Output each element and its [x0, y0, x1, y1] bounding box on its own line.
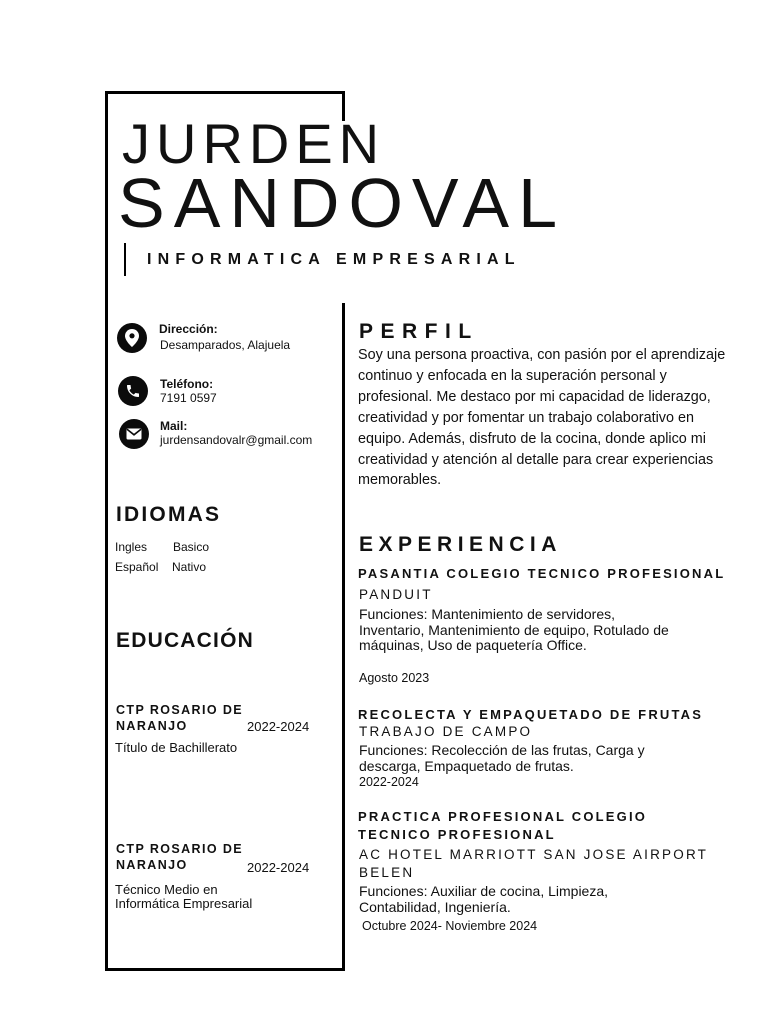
phone-icon — [118, 376, 148, 406]
phone-value: 7191 0597 — [160, 391, 217, 405]
frame-bottom-line — [105, 968, 345, 971]
education-degree: Técnico Medio en Informática Empresarial — [115, 882, 253, 911]
languages-heading: IDIOMAS — [116, 503, 222, 526]
job-date: 2022-2024 — [359, 775, 419, 789]
language-name: Español — [115, 560, 159, 574]
job-description: Funciones: Mantenimiento de servidores, Inventario, Mantenimiento de equipo, Rotulado de máquinas, Uso de paquetería Office. — [359, 606, 669, 653]
mail-label: Mail: — [160, 419, 188, 433]
address-label: Dirección: — [159, 322, 218, 336]
job-title-subtitle: INFORMATICA EMPRESARIAL — [147, 251, 521, 268]
experience-heading: EXPERIENCIA — [359, 533, 562, 556]
job-date: Agosto 2023 — [359, 671, 430, 685]
mail-value: jurdensandovalr@gmail.com — [160, 433, 313, 447]
job-company: TRABAJO DE CAMPO — [359, 724, 533, 739]
address-value: Desamparados, Alajuela — [160, 338, 291, 352]
language-level: Basico — [173, 540, 210, 554]
education-years: 2022-2024 — [247, 860, 310, 875]
last-name: SANDOVAL — [118, 164, 567, 242]
job-title: PRACTICA PROFESIONAL COLEGIO TECNICO PROFESIONAL — [358, 809, 648, 842]
job-company: AC HOTEL MARRIOTT SAN JOSE AIRPORT BELEN — [359, 847, 708, 880]
mail-icon — [119, 419, 149, 449]
first-name: JURDEN — [122, 112, 386, 175]
location-pin-icon — [117, 323, 147, 353]
job-company: PANDUIT — [359, 587, 433, 602]
education-degree: Título de Bachillerato — [115, 740, 238, 755]
job-date: Octubre 2024- Noviembre 2024 — [362, 919, 538, 933]
frame-left-line — [105, 91, 108, 971]
phone-label: Teléfono: — [160, 377, 214, 391]
education-school: CTP ROSARIO DE NARANJO — [116, 703, 244, 733]
education-heading: EDUCACIÓN — [116, 629, 254, 652]
job-title: RECOLECTA Y EMPAQUETADO DE FRUTAS — [358, 707, 704, 722]
language-level: Nativo — [172, 560, 207, 574]
profile-heading: PERFIL — [359, 320, 479, 343]
education-school: CTP ROSARIO DE NARANJO — [116, 842, 244, 872]
column-divider-line — [342, 303, 345, 971]
job-description: Funciones: Auxiliar de cocina, Limpieza, Contabilidad, Ingeniería. — [359, 883, 609, 915]
job-title: PASANTIA COLEGIO TECNICO PROFESIONAL — [358, 566, 726, 581]
frame-top-line — [105, 91, 345, 94]
job-description: Funciones: Recolección de las frutas, Carga y descarga, Empaquetado de frutas. — [359, 742, 645, 774]
profile-text: Soy una persona proactiva, con pasión por el aprendizaje continuo y enfocada en la superación personal y profesional. Me destaco por mi capacidad de liderazgo, creatividad y por fomentar un trabajo colaborativo en equipo. Además, disfruto de la cocina, donde aplico mi creatividad y atención al detalle para crear experiencias memorables. — [358, 347, 726, 489]
education-years: 2022-2024 — [247, 719, 310, 734]
subtitle-bar — [124, 243, 126, 276]
language-name: Ingles — [115, 540, 148, 554]
